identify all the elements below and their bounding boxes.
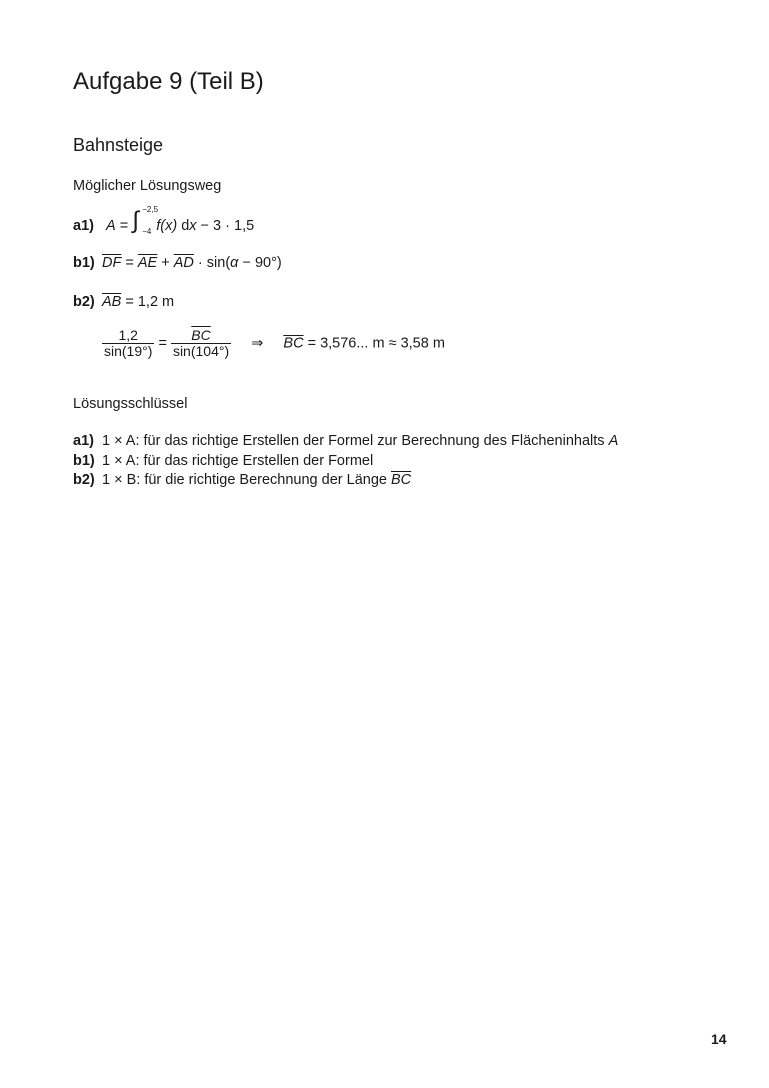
solution-b1-label: b1) xyxy=(73,255,95,271)
page-number: 14 xyxy=(711,1031,727,1047)
solution-b1-eq: = xyxy=(121,255,138,271)
key-item-a1 xyxy=(73,433,618,449)
key-item-a1-label: a1) xyxy=(73,433,94,449)
solution-b2-equation xyxy=(102,328,445,360)
solution-b1-rest: − 90°) xyxy=(238,255,282,271)
solution-a1-eq: = xyxy=(119,218,129,234)
solution-a1-label: a1) xyxy=(73,218,94,234)
solution-a1-tail: − 3 · 1,5 xyxy=(196,218,255,234)
key-item-b1 xyxy=(73,453,373,469)
segment-bc-result: $\overline{BC}$ xyxy=(283,335,304,352)
solution-b2 xyxy=(73,294,174,310)
solution-b1 xyxy=(73,255,282,271)
segment-ad: $\overline{AD}$ xyxy=(173,255,194,271)
fraction-sine-19 xyxy=(102,328,154,360)
integral-sign: ∫ −2,5 −4 xyxy=(132,205,159,236)
key-heading: Lösungsschlüssel xyxy=(73,396,188,412)
implies-arrow: ⇒ xyxy=(251,335,264,352)
solution-b2-value: = 1,2 m xyxy=(121,294,175,310)
fraction-sine-19-numerator: 1,2 xyxy=(118,327,138,343)
differential-d: d xyxy=(181,218,190,234)
angle-alpha: α xyxy=(230,255,239,271)
integral-lower-bound: −4 xyxy=(142,227,152,236)
solution-b2-result: = 3,576... m ≈ 3,58 m xyxy=(303,335,445,352)
solution-b2-label: b2) xyxy=(73,294,95,310)
fraction-sine-104 xyxy=(171,328,231,360)
key-item-b2-text: 1 × B: für die richtige Berechnung der Länge xyxy=(102,472,391,488)
section-subtitle: Bahnsteige xyxy=(73,135,164,155)
differential-x: x xyxy=(189,218,197,234)
key-item-a1-var: A xyxy=(608,433,619,449)
segment-ae: $\overline{AE}$ xyxy=(137,255,158,271)
key-item-b2 xyxy=(73,472,411,488)
key-item-a1-text: 1 × A: für das richtige Erstellen der Formel zur Berechnung des Flächeninhalts xyxy=(102,433,609,449)
solution-b1-times: · sin( xyxy=(193,255,231,271)
fraction-sine-104-numerator: $\overline{BC}$ xyxy=(191,327,211,343)
fraction-sine-104-denominator: sin(104°) xyxy=(172,343,230,360)
segment-ab: $\overline{AB}$ xyxy=(102,294,122,310)
solution-heading: Möglicher Lösungsweg xyxy=(73,178,222,194)
key-item-b1-label: b1) xyxy=(73,453,95,469)
solution-a1-lhs: A xyxy=(106,218,116,234)
equation-eq: = xyxy=(158,335,167,352)
fraction-sine-19-denominator: sin(19°) xyxy=(104,343,153,360)
integral-upper-bound: −2,5 xyxy=(142,205,159,214)
key-item-b2-label: b2) xyxy=(73,472,95,488)
solution-b1-plus: + xyxy=(157,255,174,271)
solution-a1 xyxy=(73,205,255,236)
key-item-b2-seg: $\overline{BC}$ xyxy=(390,472,412,488)
integrand: f(x) xyxy=(156,218,178,234)
page-title: Aufgabe 9 (Teil B) xyxy=(73,68,264,95)
key-item-b1-text: 1 × A: für das richtige Erstellen der Formel xyxy=(102,453,374,469)
segment-df: $\overline{DF}$ xyxy=(102,255,122,271)
